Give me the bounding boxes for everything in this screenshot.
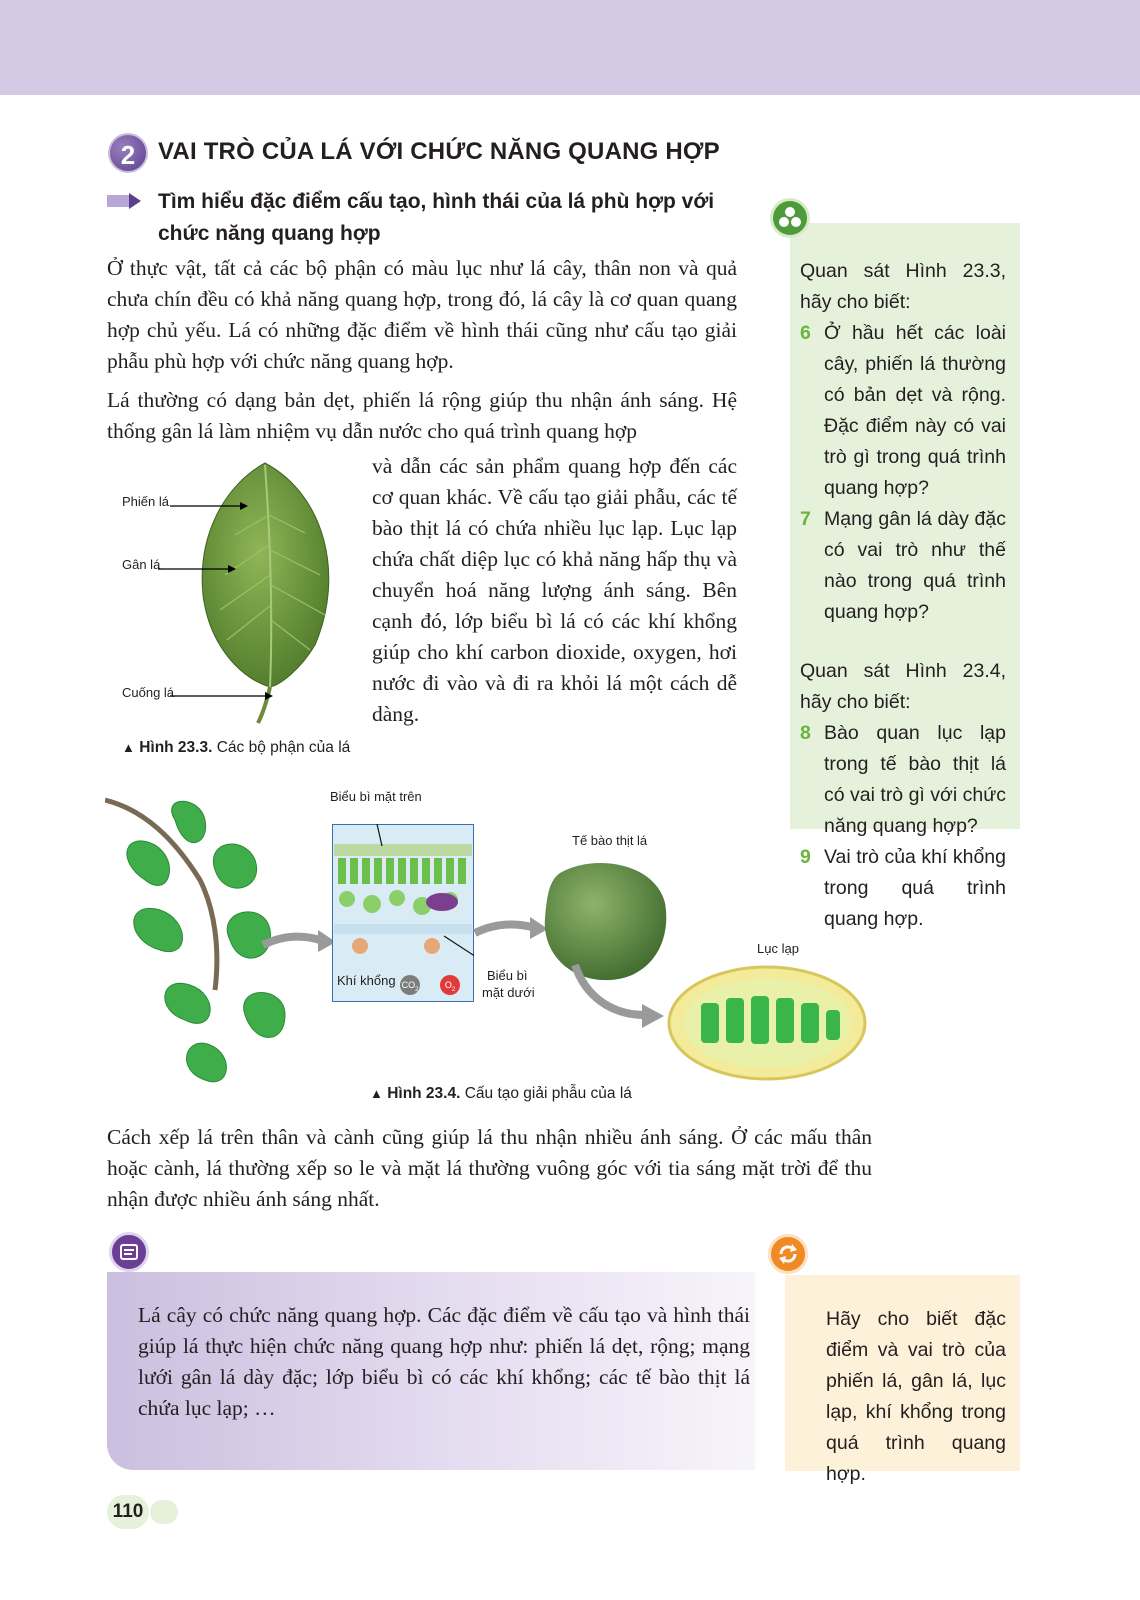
question-item [800,718,1006,842]
arrow-icon [470,905,550,945]
o2-badge: $O_2$ [440,975,460,995]
arrow-icon [258,920,338,960]
arrow-icon [170,500,250,512]
question-item [800,504,1006,628]
sidebar-content [800,256,1006,935]
label-upper-epidermis: Biểu bì mặt trên [330,789,422,804]
subsection-arrow-icon [107,193,141,209]
question-number: 6 [800,322,811,344]
label-stomata: Khí khổng [337,973,396,988]
section-title: VAI TRÒ CỦA LÁ VỚI CHỨC NĂNG QUANG HỢP [158,138,720,165]
arrow-icon [570,960,670,1040]
question-text: Vai trò của khí khổng trong quá trình quang hợp. [824,846,1006,930]
subsection-title: Tìm hiểu đặc điểm cấu tạo, hình thái của lá phù hợp với chức năng quang hợp [158,190,715,245]
refresh-icon [768,1234,808,1274]
caption-triangle-icon: ▲ [122,740,135,755]
sidebar-intro-23-4: Quan sát Hình 23.4, hãy cho biết: [800,660,1006,713]
paragraph-leaf-shape: Lá thường có dạng bản dẹt, phiến lá rộng giúp thu nhận ánh sáng. Hệ thống gân lá làm nhiệm vụ dẫn nước cho quá trình quang hợp [107,388,737,443]
caption-text: Cấu tạo giải phẫu của lá [460,1085,632,1102]
question-number: 8 [800,722,811,744]
sidebar-intro-23-3: Quan sát Hình 23.3, hãy cho biết: [800,260,1006,313]
paragraph-intro: Ở thực vật, tất cả các bộ phận có màu lục như lá cây, thân non và quả chưa chín đều có khả năng quang hợp, trong đó, lá cây là cơ quan quang hợp chủ yếu. Lá có những đặc điểm về hình thái cũng như cấu tạo giải phẫu phù hợp với chức năng quang hợp. [107,256,737,373]
label-leaf-blade: Phiến lá [122,494,169,509]
question-icon [770,198,810,238]
caption-text: Các bộ phận của lá [212,739,351,756]
question-text: Mạng gân lá dày đặc có vai trò như thế nào trong quá trình quang hợp? [824,508,1006,623]
question-item [800,318,1006,504]
figure-23-3-caption [122,739,350,757]
question-text: Bào quan lục lạp trong tế bào thịt lá có vai trò gì với chức năng quang hợp? [824,722,1006,837]
question-number: 7 [800,508,811,530]
section-number-badge: 2 [108,133,148,173]
paragraph-leaf-arrangement: Cách xếp lá trên thân và cành cũng giúp lá thu nhận nhiều ánh sáng. Ở các mấu thân hoặc cành, lá thường xếp so le và mặt lá thường vuông góc với tia sáng mặt trời để thu nhận được nhiều ánh sáng nhất. [107,1125,872,1211]
page-number: 110 [107,1495,149,1529]
header-band [0,0,1140,95]
page-number-decoration [150,1500,178,1524]
label-leaf-vein: Gân lá [122,557,161,572]
label-lower-epidermis-2: mặt dưới [482,985,535,1000]
paragraph-leaf-anatomy: và dẫn các sản phẩm quang hợp đến các cơ quan khác. Về cấu tạo giải phẫu, các tế bào thịt lá có chứa nhiều lục lạp. Lục lạp chứa chất diệp lục có khả năng hấp thụ và chuyển hoá năng lượng ánh sáng. Bên cạnh đó, lớp biểu bì lá có các khí khổng giúp cho khí carbon dioxide, oxygen, hơi nước đi vào và đi ra khỏi lá một cách dễ dàng. [372,454,737,726]
label-chloroplast: Lục lạp [757,941,799,956]
caption-bold: Hình 23.3. [139,739,213,756]
exercise-text: Hãy cho biết đặc điểm và vai trò của phiến lá, gân lá, lục lạp, khí khổng trong quá trình quang hợp. [826,1308,1006,1485]
summary-icon [109,1232,149,1272]
label-mesophyll-cell: Tế bào thịt lá [572,833,648,848]
question-text: Ở hầu hết các loài cây, phiến lá thường có bản dẹt và rộng. Đặc điểm này có vai trò gì trong quá trình quang hợp? [824,322,1006,499]
label-lower-epidermis-1: Biểu bì [487,968,528,983]
figure-23-4-caption [370,1085,632,1103]
caption-bold: Hình 23.4. [387,1085,461,1102]
arrow-icon [170,690,275,702]
caption-triangle-icon: ▲ [370,1086,383,1101]
question-item [800,842,1006,935]
label-leaf-petiole: Cuống lá [122,685,175,700]
arrow-icon [158,563,238,575]
question-number: 9 [800,846,811,868]
o2-text: O [444,980,452,990]
summary-text: Lá cây có chức năng quang hợp. Các đặc điểm về cấu tạo và hình thái giúp lá thực hiện chức năng quang hợp như: phiến lá dẹt, rộng; mạng lưới gân lá dày đặc; lớp biểu bì có các khí khổng; các tế bào thịt lá chứa lục lạp; … [138,1303,750,1420]
chloroplast-illustration [666,958,868,1083]
co2-badge: $CO_2$ [400,975,420,995]
co2-text: CO [401,980,416,990]
